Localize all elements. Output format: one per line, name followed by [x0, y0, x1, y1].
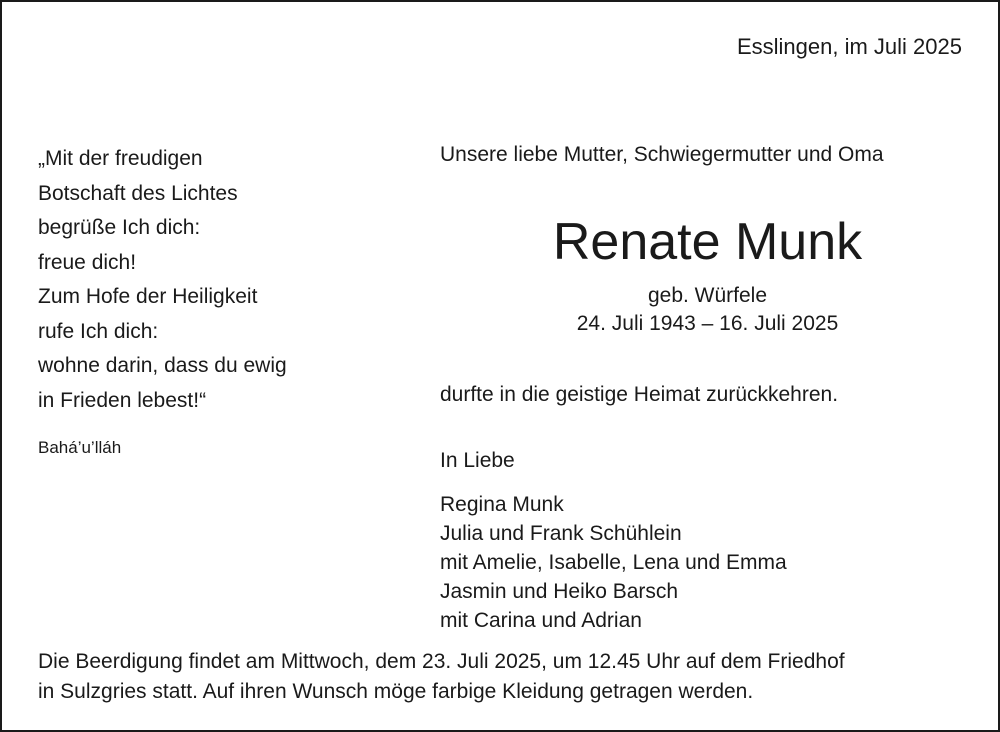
- deceased-name: Renate Munk: [552, 213, 863, 271]
- passage-text: durfte in die geistige Heimat zurückkehren.: [440, 383, 839, 406]
- quote-line: freue dich!: [38, 250, 137, 274]
- mourner-name: mit Amelie, Isabelle, Lena und Emma: [440, 551, 787, 574]
- quote-line: wohne darin, dass du ewig: [38, 354, 287, 377]
- place-date: Esslingen, im Juli 2025: [736, 34, 962, 59]
- mourner-name: mit Carina und Adrian: [440, 609, 642, 632]
- quote-line: begrüße Ich dich:: [38, 216, 201, 239]
- quote-line: rufe Ich dich:: [38, 319, 159, 343]
- funeral-line: in Sulzgries statt. Auf ihren Wunsch möge farbige Kleidung getragen werden.: [38, 680, 754, 703]
- funeral-info: [38, 647, 968, 707]
- quote-line: „Mit der freudigen: [38, 147, 203, 170]
- quote-line: Botschaft des Lichtes: [38, 181, 238, 205]
- mourner-name: Julia und Frank Schühlein: [440, 522, 682, 545]
- quote-block: [38, 142, 368, 458]
- quote-author: Bahá’u’lláh: [38, 438, 122, 457]
- funeral-line: Die Beerdigung findet am Mittwoch, dem 23. Juli 2025, um 12.45 Uhr auf dem Friedhof: [38, 650, 845, 673]
- mourners-heading: In Liebe: [440, 449, 515, 472]
- announcement-block: [440, 140, 980, 635]
- announcement-intro: Unsere liebe Mutter, Schwiegermutter und Oma: [440, 143, 884, 166]
- mourner-name: Jasmin und Heiko Barsch: [440, 580, 679, 603]
- quote-line: in Frieden lebest!“: [38, 388, 207, 412]
- life-dates: 24. Juli 1943 – 16. Juli 2025: [576, 312, 839, 335]
- birth-name: geb. Würfele: [647, 284, 768, 307]
- mourner-name: Regina Munk: [440, 493, 564, 516]
- mourners-list: [440, 490, 980, 635]
- quote-line: Zum Hofe der Heiligkeit: [38, 285, 258, 308]
